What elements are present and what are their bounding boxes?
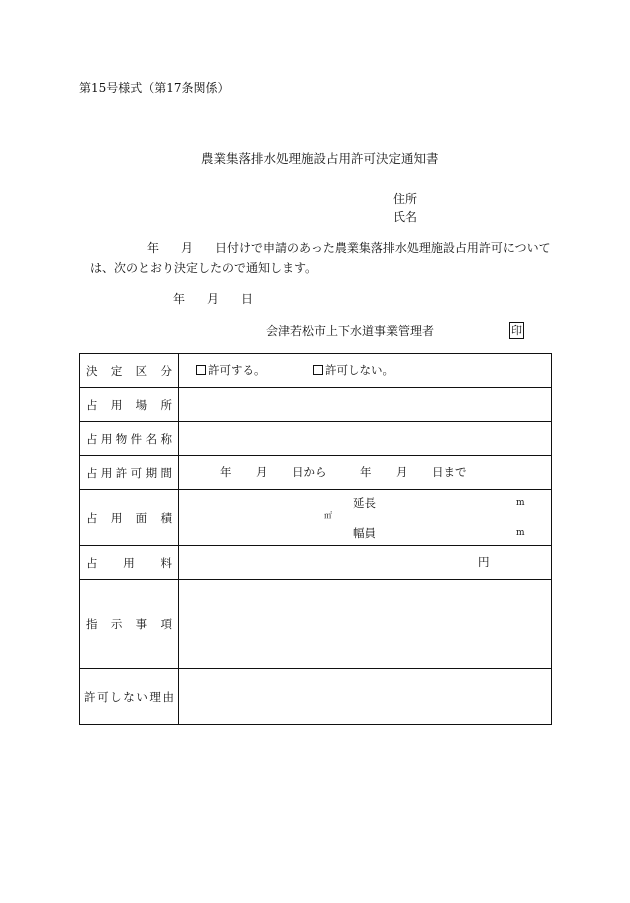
checkbox-permit[interactable] xyxy=(196,365,206,375)
option-permit[interactable]: 許可する。 xyxy=(196,365,266,377)
fee-unit: 円 xyxy=(478,555,490,569)
form-number: 第15号様式（第17条関係） xyxy=(79,81,230,95)
issuer-name: 会津若松市上下水道事業管理者 xyxy=(266,324,435,338)
row-instructions xyxy=(80,580,552,669)
decision-table xyxy=(79,353,552,725)
option-deny[interactable]: 許可しない。 xyxy=(313,365,394,377)
period-to-year: 年 xyxy=(360,465,372,479)
period-from-day: 日から xyxy=(292,465,327,479)
value-decision xyxy=(179,354,552,388)
period-to-month: 月 xyxy=(396,465,408,479)
checkbox-deny[interactable] xyxy=(313,365,323,375)
value-instructions[interactable] xyxy=(179,580,552,669)
issue-month: 月 xyxy=(207,292,220,306)
label-instructions: 指 示 事 項 xyxy=(80,580,179,669)
row-object-name xyxy=(80,422,552,456)
label-fee: 占 用 料 xyxy=(80,546,179,580)
body-text-line-2: は、次のとおり決定したので通知します。 xyxy=(90,261,318,275)
address-label: 住所 xyxy=(393,192,418,206)
value-area[interactable] xyxy=(179,490,552,546)
row-decision xyxy=(80,354,552,388)
period-from-year: 年 xyxy=(220,465,232,479)
area-width-label: 幅員 xyxy=(353,526,376,540)
area-length-label: 延長 xyxy=(353,496,376,510)
row-area xyxy=(80,490,552,546)
issue-day: 日 xyxy=(241,292,254,306)
body-day-rest: 日付けで申請のあった農業集落排水処理施設占用許可について xyxy=(215,241,551,255)
period-to-day: 日まで xyxy=(432,465,467,479)
document-title: 農業集落排水処理施設占用許可決定通知書 xyxy=(201,151,439,166)
label-object-name: 占 用 物 件 名 称 xyxy=(80,422,179,456)
value-place[interactable] xyxy=(179,388,552,422)
body-month: 月 xyxy=(181,241,194,255)
label-denial-reason: 許 可 し な い 理 由 xyxy=(80,669,179,725)
seal-mark: 印 xyxy=(511,324,522,337)
body-year: 年 xyxy=(147,241,160,255)
period-from-month: 月 xyxy=(256,465,268,479)
row-fee xyxy=(80,546,552,580)
name-label: 氏名 xyxy=(393,210,418,224)
area-length-unit: m xyxy=(516,498,525,508)
label-period: 占 用 許 可 期 間 xyxy=(80,456,179,490)
area-width-unit: m xyxy=(516,528,525,538)
label-decision xyxy=(80,354,179,388)
label-place: 占 用 場 所 xyxy=(80,388,179,422)
area-sqm-unit: ㎡ xyxy=(324,511,332,520)
value-object-name[interactable] xyxy=(179,422,552,456)
issue-year: 年 xyxy=(173,292,186,306)
row-denial-reason xyxy=(80,669,552,725)
value-period[interactable] xyxy=(179,456,552,490)
value-denial-reason[interactable] xyxy=(179,669,552,725)
label-area: 占 用 面 積 xyxy=(80,490,179,546)
row-period xyxy=(80,456,552,490)
body-text-line-1 xyxy=(147,242,551,254)
row-place xyxy=(80,388,552,422)
issue-date xyxy=(173,293,253,305)
value-fee[interactable] xyxy=(179,546,552,580)
label-decision-chars: 決 定 区 分 xyxy=(86,363,172,378)
